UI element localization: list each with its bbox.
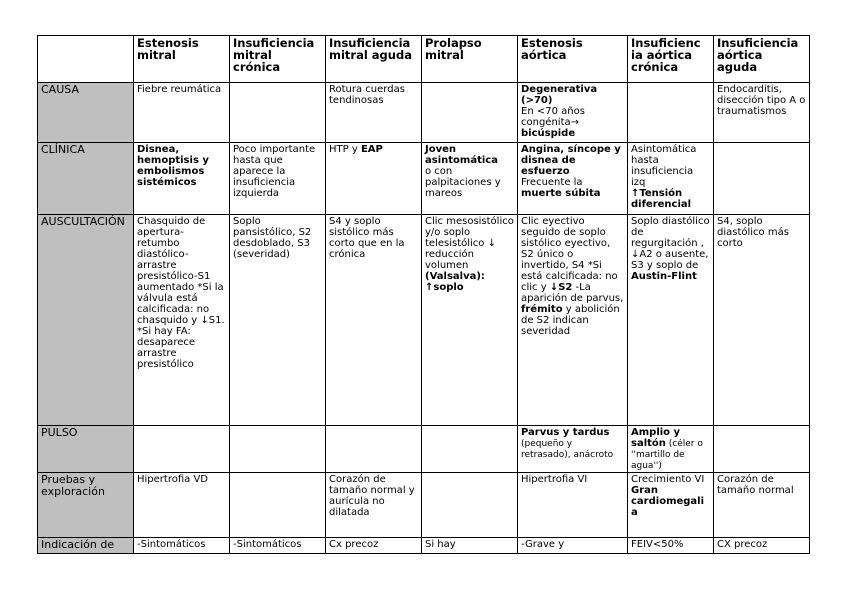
- cell-causa-iac: [628, 83, 714, 143]
- text-clic-mesosistolico: Clic mesosistólico y/o soplo telesistólico ↓ reducción volumen: [425, 216, 514, 271]
- cell-causa-pm: [422, 83, 518, 143]
- cell-auscultacion-iac: [628, 215, 714, 426]
- table-row-indicacion: [38, 538, 810, 554]
- header-row: [38, 36, 810, 83]
- table-row-pulso: [38, 426, 810, 473]
- text-fremito: frémito: [521, 304, 563, 315]
- text-tension-diferencial: ↑Tensión diferencial: [631, 188, 692, 210]
- text-crecimiento-vi: Crecimiento VI: [631, 474, 705, 485]
- text-valsalva: (Valsalva): ↑soplo: [425, 271, 485, 293]
- table-row-auscultacion: [38, 215, 810, 426]
- cell-pulso-imc: [230, 426, 326, 473]
- cell-causa-ima: Rotura cuerdas tendinosas: [326, 83, 422, 143]
- cell-pruebas-imc: [230, 473, 326, 538]
- header-cell-estenosis-aortica: Estenosis aórtica: [518, 36, 628, 83]
- text-celer: (céler o ''martillo de agua''): [631, 439, 703, 471]
- cell-pulso-em: [134, 426, 230, 473]
- row-header-causa: CAUSA: [38, 83, 134, 143]
- row-header-pulso: PULSO: [38, 426, 134, 473]
- header-cell-insuficiencia-mitral-aguda: Insuficiencia mitral aguda: [326, 36, 422, 83]
- cell-indicacion-iaa: CX precoz: [714, 538, 810, 554]
- cell-pulso-ima: [326, 426, 422, 473]
- cell-pruebas-em: Hipertrofia VD: [134, 473, 230, 538]
- row-header-pruebas: Pruebas y exploración: [38, 473, 134, 538]
- header-cell-insuficiencia-mitral-cronica: Insuficiencia mitral crónica: [230, 36, 326, 83]
- row-header-indicacion: Indicación de: [38, 538, 134, 554]
- cell-causa-ea: [518, 83, 628, 143]
- table-row-clinica: [38, 143, 810, 215]
- cell-clinica-pm: [422, 143, 518, 215]
- cell-clinica-ima: [326, 143, 422, 215]
- text-parvus-tardus: Parvus y tardus: [521, 427, 610, 438]
- cell-pruebas-iaa: Corazón de tamaño normal: [714, 473, 810, 538]
- text-joven-asintomatica: Joven asintomática: [425, 144, 498, 166]
- text-s2: ↓S2: [549, 282, 573, 293]
- cell-auscultacion-ima: S4 y soplo sistólico más corto que en la crónica: [326, 215, 422, 426]
- valvulopathy-table: [37, 35, 810, 554]
- cell-indicacion-imc: -Sintomáticos: [230, 538, 326, 554]
- text-congenita: En <70 años congénita→: [521, 106, 585, 128]
- text-angina: Angina, síncope y disnea de esfuerzo: [521, 144, 621, 177]
- cell-indicacion-pm: Si hay: [422, 538, 518, 554]
- cell-causa-em: Fiebre reumática: [134, 83, 230, 143]
- cell-auscultacion-ea: [518, 215, 628, 426]
- cell-causa-imc: [230, 83, 326, 143]
- cell-clinica-em: Disnea, hemoptisis y embolismos sistémicos: [134, 143, 230, 215]
- cell-clinica-ea: [518, 143, 628, 215]
- cell-pulso-ea: [518, 426, 628, 473]
- text-htp: HTP y: [329, 144, 361, 155]
- row-header-clinica: CLÍNICA: [38, 143, 134, 215]
- text-soplo-diastolico: Soplo diastólico de regurgitación , ↓A2 o ausente, S3 y soplo de: [631, 216, 710, 271]
- cell-clinica-iaa: [714, 143, 810, 215]
- cell-pulso-pm: [422, 426, 518, 473]
- header-cell-prolapso-mitral: Prolapso mitral: [422, 36, 518, 83]
- cell-pruebas-ea: Hipertrofia VI: [518, 473, 628, 538]
- header-cell-estenosis-mitral: Estenosis mitral: [134, 36, 230, 83]
- cell-auscultacion-pm: [422, 215, 518, 426]
- text-clic-eyectivo: Clic eyectivo seguido de soplo sistólico eyectivo, S2 único o invertido, S4 *Si está calcificada: no clic y: [521, 216, 618, 293]
- row-header-auscultacion: AUSCULTACIÓN: [38, 215, 134, 426]
- text-eap: EAP: [360, 144, 383, 155]
- header-cell-insuficiencia-aortica-aguda: Insuficiencia aórtica aguda: [714, 36, 810, 83]
- cell-clinica-iac: [628, 143, 714, 215]
- text-abolicion: y abolición de S2 indican severidad: [521, 304, 620, 337]
- text-aparicion-parvus: -La aparición de parvus,: [521, 282, 624, 304]
- table-row-pruebas: [38, 473, 810, 538]
- cell-auscultacion-iaa: S4, soplo diastólico más corto: [714, 215, 810, 426]
- cell-clinica-imc: Poco importante hasta que aparece la insuficiencia izquierda: [230, 143, 326, 215]
- text-amplio-salton: Amplio y saltón: [631, 427, 681, 449]
- cell-pulso-iac: [628, 426, 714, 473]
- header-cell-empty: [38, 36, 134, 83]
- cell-indicacion-iac: FEIV<50%: [628, 538, 714, 554]
- cell-auscultacion-imc: Soplo pansistólico, S2 desdoblado, S3 (severidad): [230, 215, 326, 426]
- text-palpitaciones: o con palpitaciones y mareos: [425, 166, 501, 199]
- cell-pruebas-iac: [628, 473, 714, 538]
- cell-auscultacion-em: Chasquido de apertura-retumbo diastólico-arrastre presistólico-S1 aumentado *Si la válvula está calcificada: no chasquido y ↓S1. *Si hay FA: desaparece arrastre presistólico: [134, 215, 230, 426]
- text-muerte-subita: muerte súbita: [521, 188, 601, 199]
- cell-indicacion-ea: -Grave y: [518, 538, 628, 554]
- cell-pulso-iaa: [714, 426, 810, 473]
- text-bicuspide: bicúspide: [521, 128, 576, 139]
- text-degenerativa: Degenerativa (>70): [521, 84, 598, 106]
- table-row-causa: [38, 83, 810, 143]
- cell-causa-iaa: Endocarditis, disección tipo A o traumatismos: [714, 83, 810, 143]
- cell-indicacion-em: -Sintomáticos: [134, 538, 230, 554]
- header-cell-insuficiencia-aortica-cronica: Insuficienc ia aórtica crónica: [628, 36, 714, 83]
- text-pequeno-retrasado: (pequeño y retrasado), anácroto: [521, 439, 614, 460]
- cell-pruebas-pm: [422, 473, 518, 538]
- cell-indicacion-ima: Cx precoz: [326, 538, 422, 554]
- cell-pruebas-ima: Corazón de tamaño normal y aurícula no dilatada: [326, 473, 422, 538]
- text-frecuente: Frecuente la: [521, 177, 583, 188]
- text-austin-flint: Austin-Flint: [631, 271, 697, 282]
- text-asintomatica: Asintomática hasta insuficiencia izq: [631, 144, 697, 188]
- text-gran-cardiomegalia: Gran cardiomegalia: [631, 485, 705, 518]
